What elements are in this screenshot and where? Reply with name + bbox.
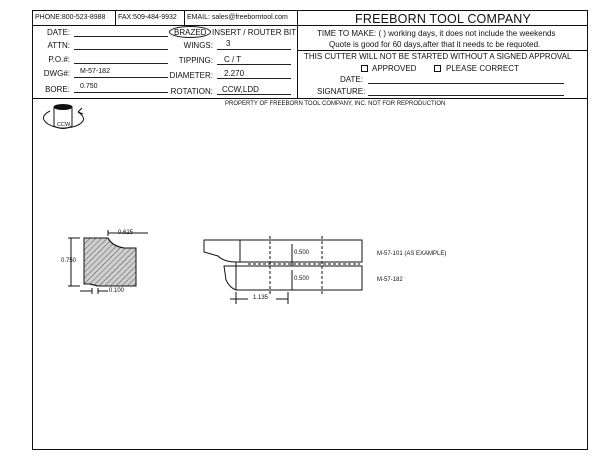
cutter-profile-drawing xyxy=(68,230,148,294)
tool-type-brazed: BRAZED xyxy=(174,28,207,37)
diameter-value: 2.270 xyxy=(224,69,245,78)
wings-label: WINGS: xyxy=(183,41,213,50)
signature-label: SIGNATURE: xyxy=(317,87,366,96)
profile-dim-left: 0.750 xyxy=(61,258,77,264)
side-dim-length: 1.135 xyxy=(253,295,269,301)
tool-type-options: INSERT / ROUTER BIT xyxy=(212,28,297,37)
tipping-label: TIPPING: xyxy=(178,56,213,65)
bore-label: BORE: xyxy=(45,85,70,94)
fax-number: FAX:509-484-9932 xyxy=(118,14,177,21)
rotation-value: CCW,LDD xyxy=(222,85,259,94)
property-notice: PROPERTY OF FREEBORN TOOL COMPANY, INC. NOT FOR REPRODUCTION xyxy=(225,101,446,107)
please-correct-label: PLEASE CORRECT xyxy=(446,64,519,73)
bore-value: 0.750 xyxy=(80,83,98,90)
dwg-label: DWG#: xyxy=(43,69,70,78)
side-dim-lower: 0.500 xyxy=(294,276,310,282)
wings-value: 3 xyxy=(226,39,231,48)
rotation-label: ROTATION: xyxy=(170,87,213,96)
time-to-make-text: TIME TO MAKE: ( ) working days, it does not include the weekends xyxy=(317,29,556,38)
ccw-icon-label: CCW xyxy=(57,122,71,128)
profile-dim-bottom: 0.100 xyxy=(109,288,125,294)
tipping-value: C / T xyxy=(224,55,242,64)
phone-number: PHONE:800-523-8988 xyxy=(35,14,106,21)
approval-date-label: DATE: xyxy=(340,75,363,84)
email-address: EMAIL: sales@freeborntool.com xyxy=(187,14,288,21)
cutter-label-lower: M-57-182 xyxy=(377,277,403,283)
approval-warning: THIS CUTTER WILL NOT BE STARTED WITHOUT A SIGNED APPROVAL xyxy=(304,52,572,61)
cutter-side-view xyxy=(204,236,362,304)
attn-label: ATTN: xyxy=(47,41,70,50)
cutter-label-upper: M-57-101 (AS EXAMPLE) xyxy=(377,251,447,257)
company-name: FREEBORN TOOL COMPANY xyxy=(355,12,531,26)
diameter-label: DIAMETER: xyxy=(169,71,213,80)
date-label: DATE: xyxy=(47,28,70,37)
po-label: P.O.#: xyxy=(48,55,70,64)
quote-validity-text: Quote is good for 60 days,after that it needs tc be requoted. xyxy=(329,40,541,49)
profile-dim-top: 0.625 xyxy=(118,230,134,236)
dwg-value: M-57-182 xyxy=(80,68,110,75)
side-dim-upper: 0.500 xyxy=(294,250,310,256)
approved-label: APPROVED xyxy=(372,64,417,73)
